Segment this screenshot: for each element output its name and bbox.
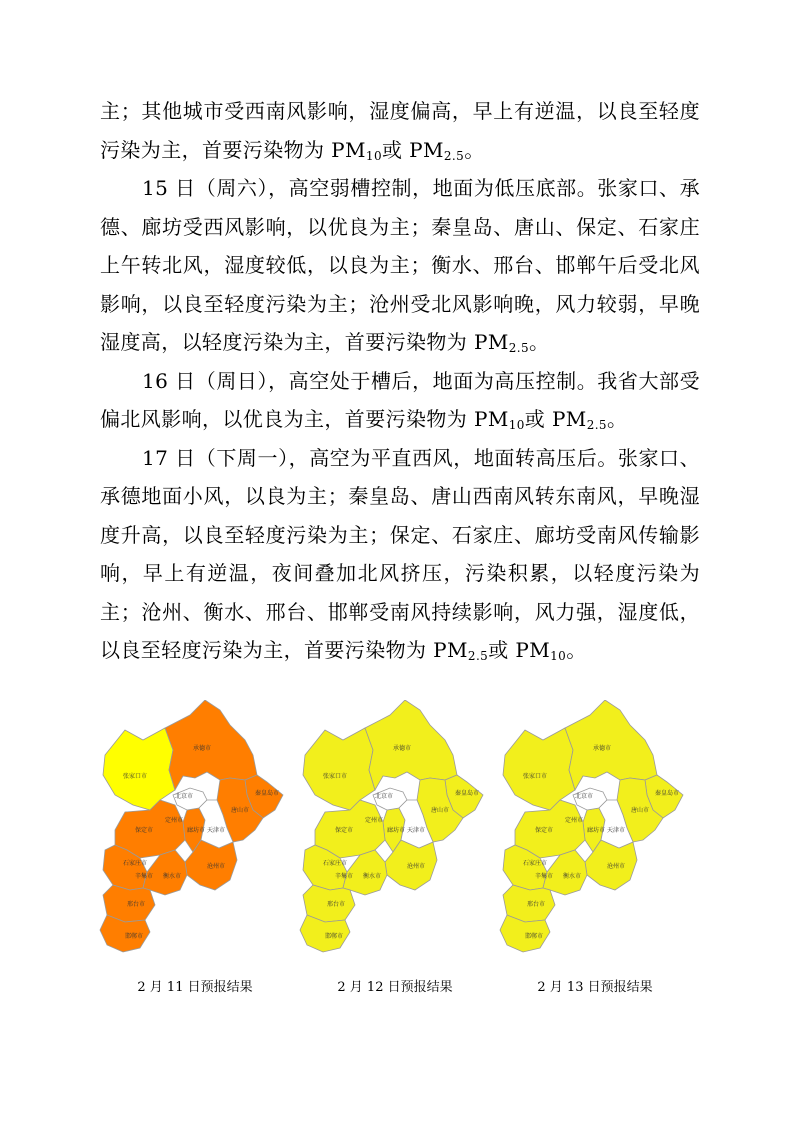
city-label: 定州市 [365,817,384,824]
text-run: 。 [566,638,587,662]
city-label: 定州市 [565,817,584,824]
city-label: 秦皇岛市 [455,790,480,797]
forecast-maps [95,700,695,1000]
city-label: 北京市 [575,793,594,800]
city-label: 石家庄市 [323,860,348,867]
subscript: 10 [550,649,567,663]
city-label: 张家口市 [323,773,348,780]
city-label: 承德市 [593,745,612,752]
city-label: 邯郸市 [325,933,344,940]
city-label: 廊坊市 [587,827,606,834]
city-label: 北京市 [375,793,394,800]
city-label: 天津市 [207,827,226,834]
city-label: 秦皇岛市 [655,790,680,797]
region-zhangjiakou [103,728,175,810]
city-label: 唐山市 [231,807,250,814]
text-run: 15 日（周六），高空弱槽控制，地面为低压底部。张家口、承德、廊坊受西风影响，以优良为主；秦皇岛、唐山、保定、石家庄上午转北风，湿度较低，以良为主；衡水、邢台、邯郸午后受北风影响，以良至轻度污染为主；沧州受北风影响晚，风力较弱，早晚湿度高，以轻度污染为主，首要污染物为 PM [100,176,700,354]
subscript: 2.5 [586,418,607,432]
city-label: 唐山市 [431,807,450,814]
city-label: 定州市 [165,817,184,824]
hebei-map [95,700,295,965]
city-label: 衡水市 [363,873,382,880]
city-label: 邢台市 [527,901,546,908]
city-label: 张家口市 [523,773,548,780]
city-label: 北京市 [175,793,194,800]
map-caption: 2 月 11 日预报结果 [137,980,253,995]
paragraph [100,362,700,439]
text-run: 主；其他城市受西南风影响，湿度偏高，早上有逆温，以良至轻度污染为主，首要污染物为 PM [100,99,700,162]
text-run: 16 日（周日），高空处于槽后，地面为高压控制。我省大部受偏北风影响，以优良为主，首要污染物为 PM [100,368,700,431]
city-label: 辛集市 [335,873,354,880]
city-label: 保定市 [335,827,354,834]
text-run: 或 PM [488,638,551,662]
city-label: 沧州市 [207,863,226,870]
text-run: 或 PM [524,407,587,431]
forecast-map-feb-11 [95,700,295,995]
city-label: 石家庄市 [523,860,548,867]
paragraph [100,439,700,670]
city-label: 承德市 [193,745,212,752]
city-label: 石家庄市 [123,860,148,867]
hebei-map [495,700,695,965]
text-run: 。 [529,330,550,354]
map-caption: 2 月 13 日预报结果 [537,980,653,995]
subscript: 2.5 [467,649,489,663]
city-label: 衡水市 [563,873,582,880]
city-label: 沧州市 [607,863,626,870]
city-label: 廊坊市 [387,827,406,834]
subscript: 2.5 [508,341,529,355]
paragraph [100,169,700,362]
city-label: 衡水市 [163,873,182,880]
city-label: 张家口市 [123,773,148,780]
city-label: 保定市 [535,827,554,834]
region-zhangjiakou [503,728,575,810]
city-label: 天津市 [407,827,426,834]
paragraph [100,92,700,169]
text-run: 17 日（下周一），高空为平直西风，地面转高压后。张家口、承德地面小风，以良为主；秦皇岛、唐山西南风转东南风，早晚湿度升高，以良至轻度污染为主；保定、石家庄、廊坊受南风传输影响，早上有逆温，夜间叠加北风挤压，污染积累，以轻度污染为主；沧州、衡水、邢台、邯郸受南风持续影响，风力强，湿度低，以良至轻度污染为主，首要污染物为 PM [100,445,700,662]
forecast-map-feb-12 [295,700,495,995]
city-label: 保定市 [135,827,154,834]
subscript: 2.5 [443,148,465,163]
city-label: 邢台市 [127,901,146,908]
city-label: 邢台市 [327,901,346,908]
region-zhangjiakou [303,728,375,810]
forecast-text [100,92,700,670]
map-caption: 2 月 12 日预报结果 [337,980,453,995]
city-label: 辛集市 [535,873,554,880]
city-label: 秦皇岛市 [255,790,280,797]
text-run: 。 [464,137,485,162]
city-label: 辛集市 [135,873,154,880]
text-run: 。 [606,407,628,431]
city-label: 唐山市 [631,807,650,814]
text-run: 或 PM [381,137,444,162]
hebei-map [295,700,495,965]
subscript: 10 [508,418,525,432]
subscript: 10 [365,148,382,163]
city-label: 沧州市 [407,863,426,870]
city-label: 廊坊市 [187,827,206,834]
city-label: 邯郸市 [125,933,144,940]
city-label: 天津市 [607,827,626,834]
city-label: 承德市 [393,745,412,752]
forecast-map-feb-13 [495,700,695,995]
city-label: 邯郸市 [525,933,544,940]
